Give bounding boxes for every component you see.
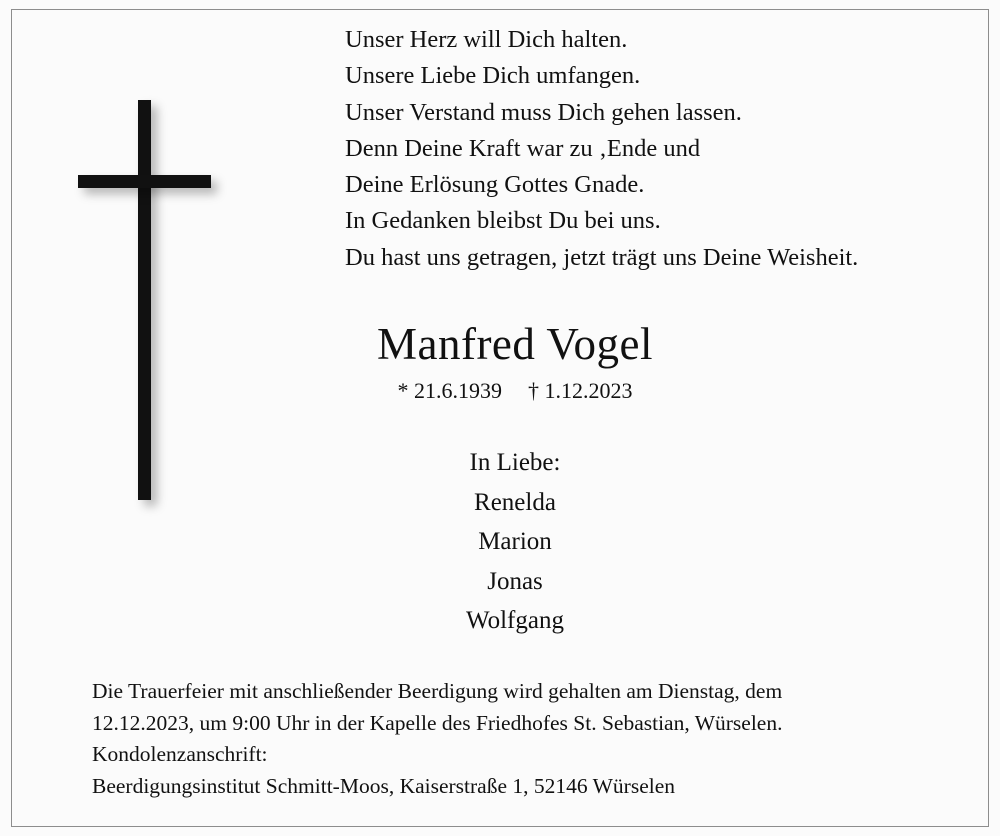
ceremony-details — [92, 676, 972, 802]
poem-line: Unser Herz will Dich halten. — [345, 26, 628, 53]
christian-cross-icon — [60, 80, 290, 510]
mourner-name: Marion — [478, 528, 552, 555]
mourner-name: Jonas — [487, 567, 543, 595]
mourner-name: Renelda — [474, 488, 556, 516]
cross-vertical-beam — [138, 100, 151, 500]
mourners-intro: In Liebe: — [469, 449, 561, 476]
poem-line: Unsere Liebe Dich umfangen. — [345, 62, 641, 90]
cross-horizontal-beam — [78, 175, 211, 188]
deceased-name: Manfred Vogel — [376, 319, 654, 369]
poem-line: Unser Verstand muss Dich gehen lassen. — [345, 98, 742, 126]
birth-date: * 21.6.1939 — [397, 378, 502, 403]
memorial-poem — [345, 22, 985, 276]
poem-line: In Gedanken bleibst Du bei uns. — [345, 207, 661, 235]
death-date: † 1.12.2023 — [528, 378, 633, 403]
life-dates — [300, 378, 730, 404]
mourners-block — [300, 443, 730, 641]
footer-line: Beerdigungsinstitut Schmitt-Moos, Kaiserstraße 1, 52146 Würselen — [92, 773, 676, 798]
poem-line: Deine Erlösung Gottes Gnade. — [345, 171, 645, 199]
poem-line: Denn Deine Kraft war zu ‚Ende und — [345, 134, 701, 162]
poem-line: Du hast uns getragen, jetzt trägt uns Deine Weisheit. — [345, 243, 859, 271]
footer-line: Kondolenzanschrift: — [92, 742, 268, 766]
mourner-name: Wolfgang — [466, 607, 564, 634]
footer-line: Die Trauerfeier mit anschließender Beerdigung wird gehalten am Dienstag, dem — [92, 679, 783, 703]
footer-line: 12.12.2023, um 9:00 Uhr in der Kapelle des Friedhofes St. Sebastian, Würselen. — [92, 710, 783, 735]
deceased-name-block — [300, 318, 730, 404]
